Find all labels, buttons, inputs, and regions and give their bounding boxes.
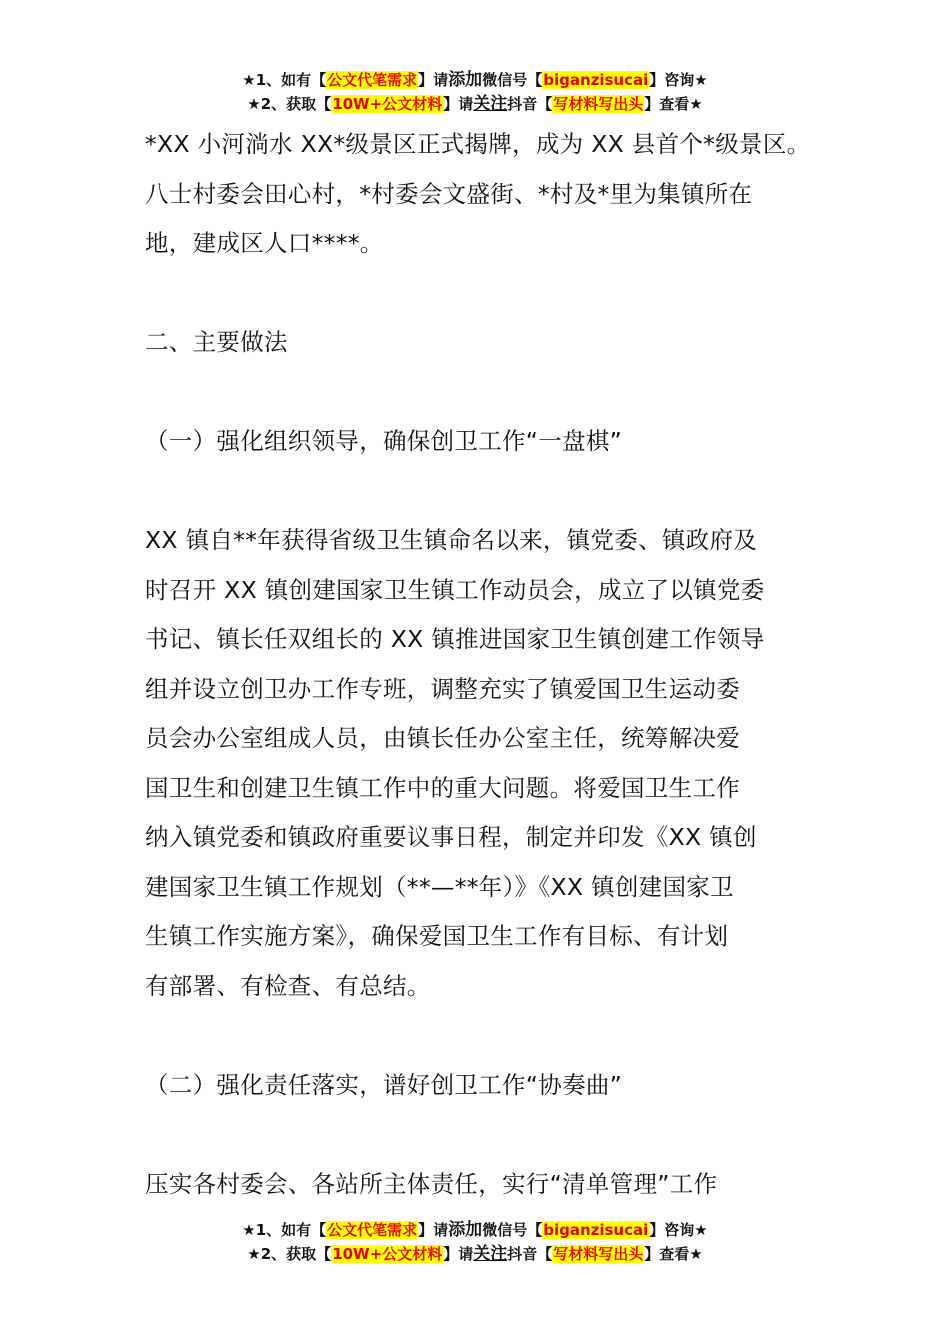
top-banner-highlight-wechat: biganzisucai xyxy=(543,71,649,89)
paragraph-line: 生镇工作实施方案》，确保爱国卫生工作有目标、有计划 xyxy=(145,922,729,950)
paragraph-line: 书记、镇长任双组长的 XX 镇推进国家卫生镇创建工作领导 xyxy=(145,625,765,653)
top-banner xyxy=(0,68,950,116)
top-banner-line-2: ★2、获取【10W+公文材料】请关注抖音【写材料写出头】查看★ xyxy=(247,94,703,114)
bottom-banner-highlight-materials: 10W+公文材料 xyxy=(332,1245,443,1263)
top-banner-highlight-douyin: 写材料写出头 xyxy=(553,95,644,113)
section-heading-main-practices: 二、主要做法 xyxy=(145,328,288,356)
intro-line: 地，建成区人口****。 xyxy=(145,229,384,257)
document-body xyxy=(145,120,825,1209)
paragraph-line: 国卫生和创建卫生镇工作中的重大问题。将爱国卫生工作 xyxy=(145,773,740,802)
paragraph-line: 压实各村委会、各站所主体责任，实行“清单管理”工作 xyxy=(145,1169,718,1198)
paragraph-line: 建国家卫生镇工作规划（**—**年）》《XX 镇创建国家卫 xyxy=(145,872,734,901)
intro-line: 八士村委会田心村，*村委会文盛街、*村及*里为集镇所在 xyxy=(145,179,753,208)
subsection-1-paragraph xyxy=(145,516,825,1011)
bottom-banner-highlight-wechat: biganzisucai xyxy=(543,1221,649,1239)
top-banner-line-1: ★1、如有【公文代笔需求】请添加微信号【biganzisucai】咨询★ xyxy=(242,70,708,90)
bottom-banner-highlight-douyin: 写材料写出头 xyxy=(553,1245,644,1263)
paragraph-line: XX 镇自**年获得省级卫生镇命名以来，镇党委、镇政府及 xyxy=(145,526,758,554)
intro-line: *XX 小河淌水 XX*级景区正式揭牌，成为 XX 县首个*级景区。 xyxy=(145,130,811,158)
subsection-heading-2: （二）强化责任落实，谱好创卫工作“协奏曲” xyxy=(145,1070,623,1099)
paragraph-line: 组并设立创卫办工作专班，调整充实了镇爱国卫生运动委 xyxy=(145,674,740,703)
paragraph-line: 员会办公室组成人员，由镇长任办公室主任，统筹解决爱 xyxy=(145,724,740,752)
subsection-2-paragraph xyxy=(145,1160,825,1210)
bottom-banner-highlight-service: 公文代笔需求 xyxy=(327,1221,418,1239)
paragraph-line: 纳入镇党委和镇政府重要议事日程，制定并印发《XX 镇创 xyxy=(145,823,757,851)
bottom-banner xyxy=(0,1218,950,1266)
paragraph-line: 时召开 XX 镇创建国家卫生镇工作动员会，成立了以镇党委 xyxy=(145,575,765,604)
paragraph-line: 有部署、有检查、有总结。 xyxy=(145,971,431,1000)
subsection-heading-1: （一）强化组织领导，确保创卫工作“一盘棋” xyxy=(145,427,623,455)
intro-paragraph xyxy=(145,120,825,269)
top-banner-highlight-service: 公文代笔需求 xyxy=(327,71,418,89)
top-banner-highlight-materials: 10W+公文材料 xyxy=(332,95,443,113)
bottom-banner-line-2: ★2、获取【10W+公文材料】请关注抖音【写材料写出头】查看★ xyxy=(247,1244,703,1264)
bottom-banner-line-1: ★1、如有【公文代笔需求】请添加微信号【biganzisucai】咨询★ xyxy=(242,1220,708,1240)
